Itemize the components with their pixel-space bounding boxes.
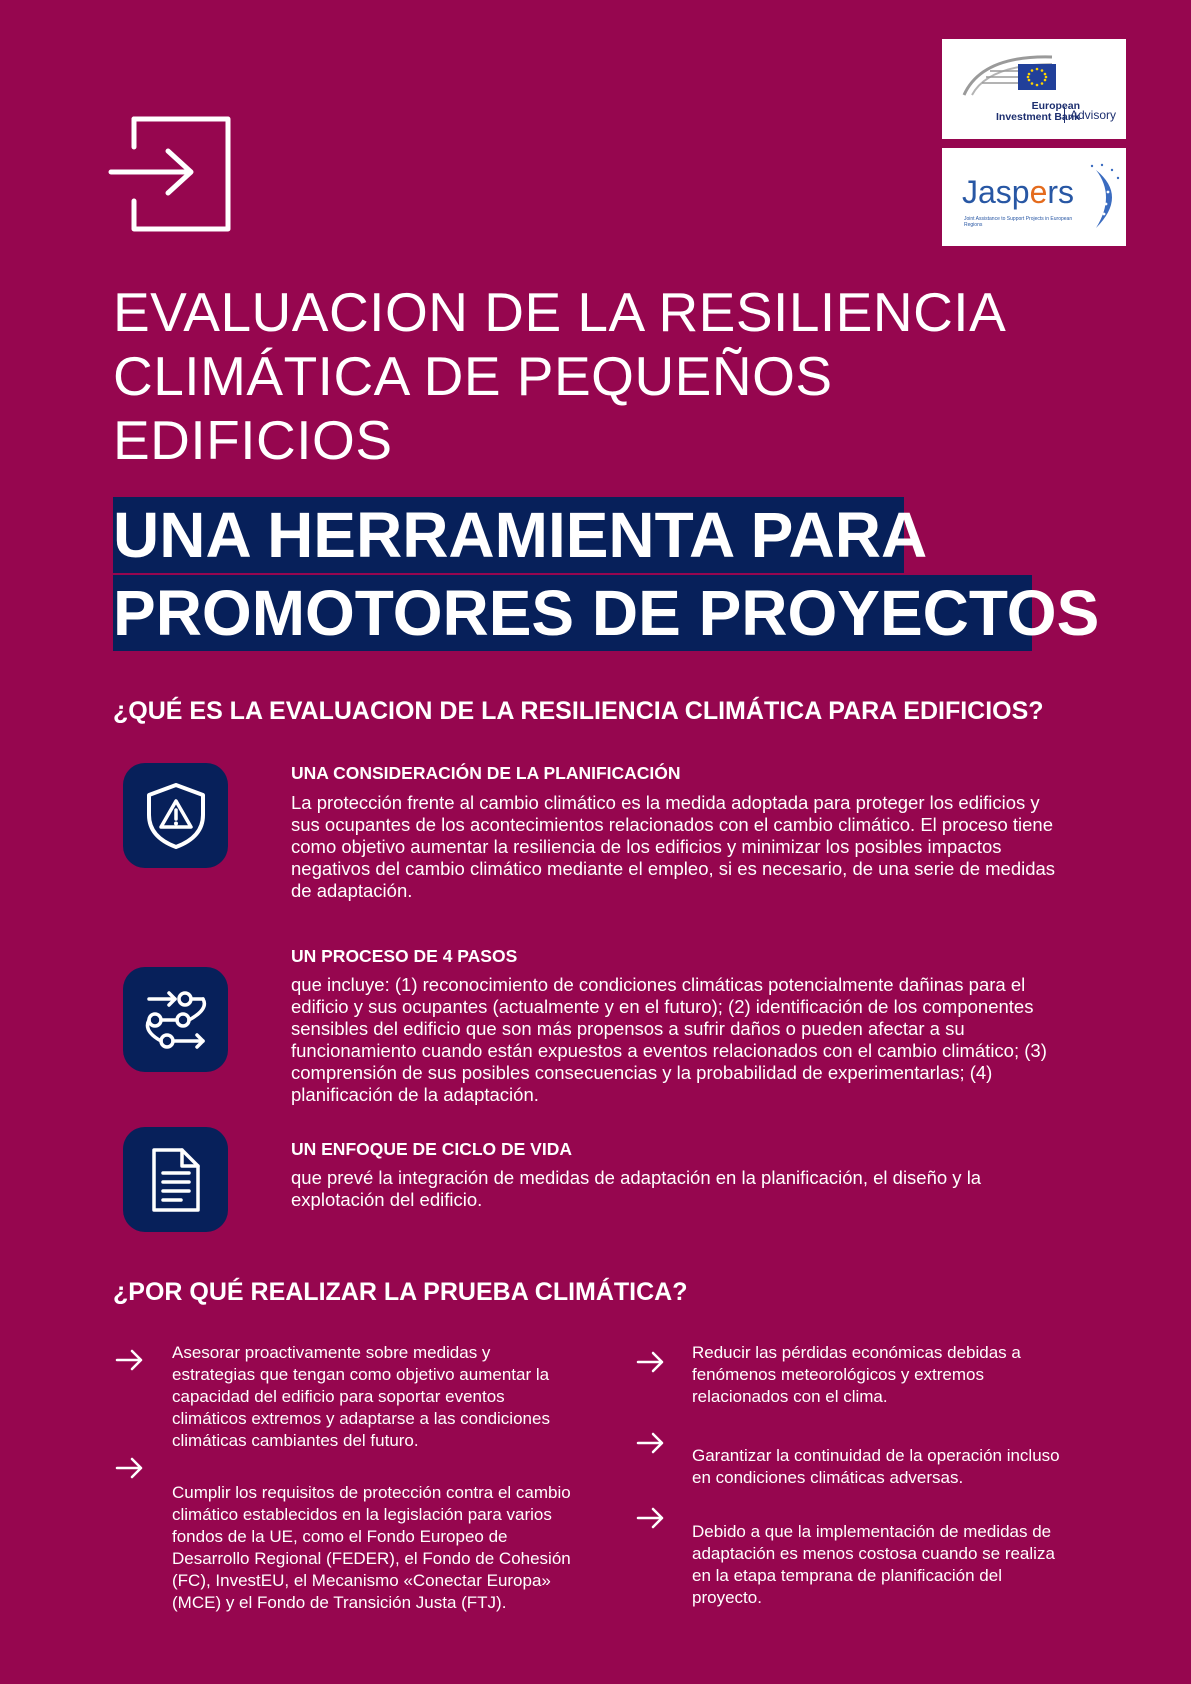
item-title: UNA CONSIDERACIÓN DE LA PLANIFICACIÓN: [291, 763, 681, 783]
item-icon-box: [123, 967, 228, 1072]
eib-advisory-label: Advisory: [1064, 107, 1116, 123]
item-icon-box: [123, 763, 228, 868]
reason-item: Asesorar proactivamente sobre medidas y estrategias que tengan como objetivo aumentar la capacidad del edificio para soportar eventos climáticos extremos y adaptarse a las condiciones climáticas cambiantes del futuro.: [172, 1343, 550, 1450]
subtitle-line-1: UNA HERRAMIENTA PARA: [113, 499, 928, 571]
item-title: UN PROCESO DE 4 PASOS: [291, 946, 518, 966]
document-icon: [146, 1145, 206, 1215]
page-title: EVALUACION DE LA RESILIENCIA CLIMÁTICA DE PEQUEÑOS EDIFICIOS: [113, 281, 1007, 471]
reason-item: Garantizar la continuidad de la operación incluso en condiciones climáticas adversas.: [692, 1446, 1060, 1487]
item-text: que prevé la integración de medidas de adaptación en la planificación, el diseño y la explotación del edificio.: [291, 1167, 982, 1210]
eib-arch-icon: [962, 49, 1062, 99]
arrow-right-icon: [636, 1431, 666, 1455]
jaspers-logo: [942, 148, 1126, 246]
subtitle-line-2: PROMOTORES DE PROYECTOS: [113, 577, 1100, 649]
arrow-right-icon: [636, 1350, 666, 1374]
arrow-right-icon: [115, 1348, 145, 1372]
jaspers-wordmark: Jaspers: [962, 174, 1075, 210]
item-icon-box: [123, 1127, 228, 1232]
reason-item: Cumplir los requisitos de protección contra el cambio climático establecidos en la legislación para varios fondos de la UE, como el Fondo Europeo de Desarrollo Regional (FEDER), el Fondo de Cohesión (FC), InvestEU, el Mecanismo «Conectar Europa» (MCE) y el Fondo de Transición Justa (FTJ).: [172, 1483, 571, 1612]
shield-warning-icon: [141, 781, 211, 851]
eib-name: European Investment Bank: [996, 100, 1081, 123]
section-heading-why: ¿POR QUÉ REALIZAR LA PRUEBA CLIMÁTICA?: [113, 1278, 688, 1306]
item-title: UN ENFOQUE DE CICLO DE VIDA: [291, 1139, 572, 1159]
sign-in-icon: [108, 115, 232, 233]
section-heading-what: ¿QUÉ ES LA EVALUACION DE LA RESILIENCIA CLIMÁTICA PARA EDIFICIOS?: [113, 697, 1044, 725]
jaspers-tagline: Joint Assistance to Support Projects in European Regions: [964, 216, 1073, 228]
reason-item: Reducir las pérdidas económicas debidas a fenómenos meteorológicos y extremos relacionados con el clima.: [692, 1343, 1021, 1406]
jaspers-moon-icon: [1082, 162, 1122, 234]
process-flow-icon: [141, 985, 211, 1055]
item-text: que incluye: (1) reconocimiento de condiciones climáticas potencialmente dañinas para el edificio y sus ocupantes (actualmente y en el futuro); (2) identificación de los componentes sensibles del edificio que son más propensos a sufrir daños o pueden afectar a su funcionamiento cuando están expuestos a eventos relacionados con el cambio climático; (3) comprensión de sus posibles consecuencias y la probabilidad de experimentarlas; (4) planificación de la adaptación.: [291, 974, 1047, 1105]
item-text: La protección frente al cambio climático es la medida adoptada para proteger los edificios y sus ocupantes de los acontecimientos relacionados con el cambio climático. El proceso tiene como objetivo aumentar la resiliencia de los edificios y minimizar los posibles impactos negativos del cambio climático mediante el empleo, si es necesario, de una serie de medidas de adaptación.: [291, 792, 1056, 901]
eib-advisory-logo: [942, 39, 1126, 139]
arrow-right-icon: [115, 1456, 145, 1480]
reason-item: Debido a que la implementación de medidas de adaptación es menos costosa cuando se realiza en la etapa temprana de planificación del proyecto.: [692, 1522, 1055, 1607]
arrow-right-icon: [636, 1506, 666, 1530]
